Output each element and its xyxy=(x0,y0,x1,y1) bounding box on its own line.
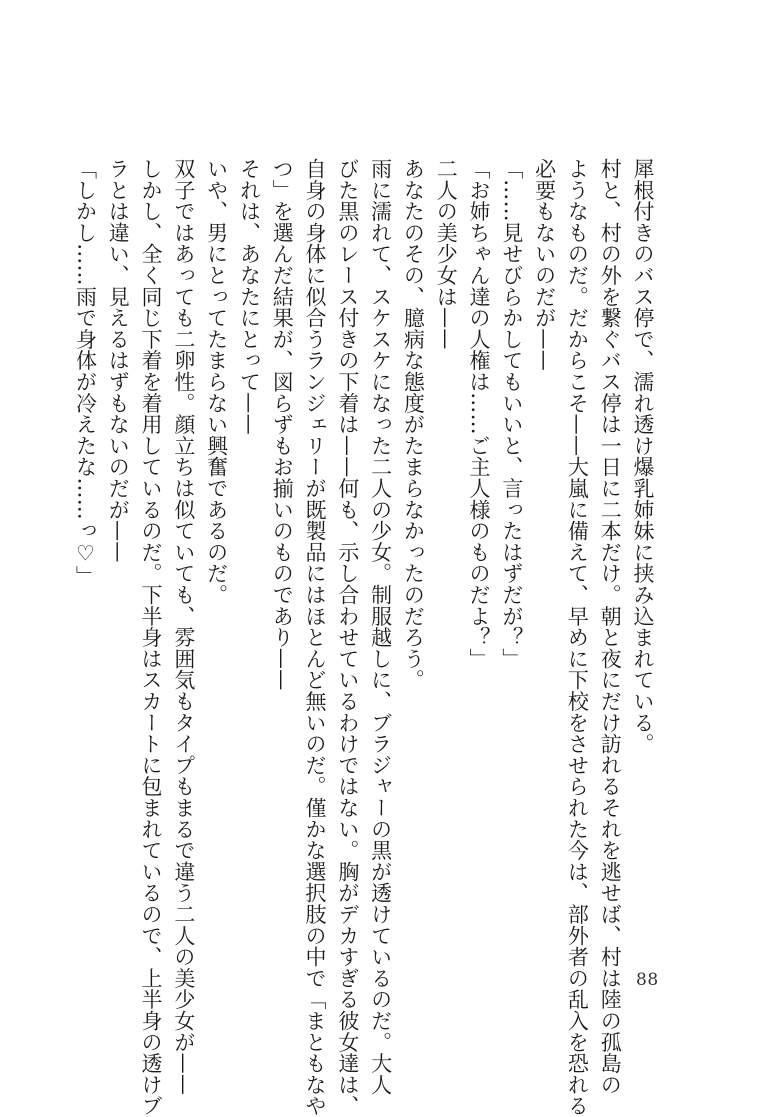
text-line: 「しかし……雨で身体が冷えたな……っ♡」 xyxy=(73,158,98,587)
text-line: 自身の身体に似合うランジェリーが既製品にはほとんど無いのだ。僅かな選択肢の中で「まともなや xyxy=(303,158,328,1117)
text-line: 必要もないのだが—— xyxy=(532,158,557,371)
text-line: 村と、村の外を繋ぐバス停は一日に二本だけ。朝と夜にだけ訪れるそれを逃せば、村は陸の孤島の xyxy=(598,158,623,1096)
text-line: ようなものだ。だからこそ——大嵐に備えて、早めに下校をさせられた今は、部外者の乱入を恐れる xyxy=(565,158,590,1117)
text-line: 「……見せびらかしてもいいと、言ったはずだが？」 xyxy=(499,158,524,670)
page-number: 88 xyxy=(636,970,659,990)
text-line: 双子ではあっても二卵性。顔立ちは似ていても、雰囲気もタイプもまるで違う二人の美少女が—— xyxy=(171,158,196,1096)
text-line: びた黒のレース付きの下着は——何も、示し合わせているわけではない。胸がデカすぎる彼女達は、 xyxy=(335,158,360,1117)
text-line: 犀根付きのバス停で、濡れ透け爆乳姉妹に挟み込まれている。 xyxy=(631,158,655,755)
text-line: ラとは違い、見えるはずもないのだが—— xyxy=(106,158,131,563)
text-line: 雨に濡れて、スケスケになった二人の少女。制服越しに、ブラジャーの黒が透けているのだ。大人 xyxy=(368,158,393,1096)
text-line: 「お姉ちゃん達の人権は……ご主人様のものだよ？」 xyxy=(467,158,492,670)
text-line: それは、あなたにとって—— xyxy=(237,158,262,435)
text-line: あなたのその、臆病な態度がたまらなかったのだろう。 xyxy=(401,158,426,691)
text-line: 二人の美少女は—— xyxy=(434,158,459,350)
text-line: つ」を選んだ結果が、図らずもお揃いのものであり—— xyxy=(270,158,295,691)
text-line: しかし、全く同じ下着を着用しているのだ。下半身はスカートに包まれているので、上半身の透けブ xyxy=(139,158,164,1117)
text-line: いや、男にとってたまらない興奮であるのだ。 xyxy=(204,158,229,606)
